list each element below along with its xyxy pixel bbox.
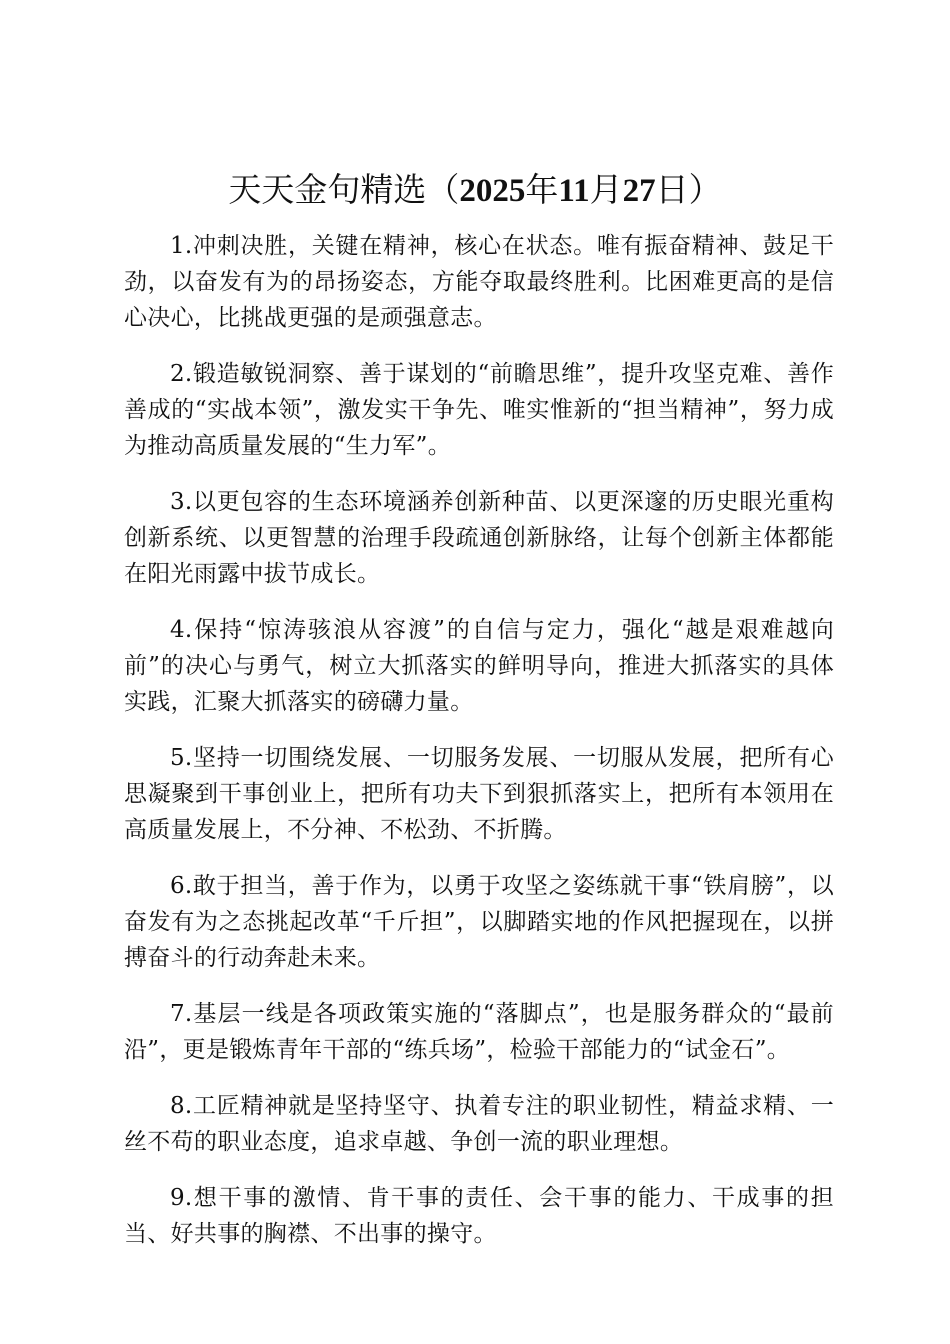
quote-paragraph-2: 2.锻造敏锐洞察、善于谋划的“前瞻思维”，提升攻坚克难、善作善成的“实战本领”，激发实干争先、唯实惟新的“担当精神”，努力成为推动高质量发展的“生力军”。 [124, 361, 834, 459]
title-nian: 年 [525, 170, 559, 209]
title-month: 11 [558, 173, 590, 209]
title-prefix: 天天金句精选（ [228, 170, 460, 209]
quote-paragraph-8: 8.工匠精神就是坚持坚守、执着专注的职业韧性，精益求精、一丝不苟的职业态度，追求卓越、争创一流的职业理想。 [124, 1093, 834, 1155]
quote-paragraph-1: 1.冲刺决胜，关键在精神，核心在状态。唯有振奋精神、鼓足干劲，以奋发有为的昂扬姿态，方能夺取最终胜利。比困难更高的是信心决心，比挑战更强的是顽强意志。 [124, 233, 834, 331]
title-day: 27 [622, 173, 656, 209]
quote-list [124, 228, 834, 1272]
quote-paragraph-7: 7.基层一线是各项政策实施的“落脚点”，也是服务群众的“最前沿”，更是锻炼青年干部的“练兵场”，检验干部能力的“试金石”。 [124, 1001, 834, 1063]
quote-paragraph-5: 5.坚持一切围绕发展、一切服务发展、一切服从发展，把所有心思凝聚到干事创业上，把所有功夫下到狠抓落实上，把所有本领用在高质量发展上，不分神、不松劲、不折腾。 [124, 745, 834, 843]
quote-paragraph-3: 3.以更包容的生态环境涵养创新种苗、以更深邃的历史眼光重构创新系统、以更智慧的治理手段疏通创新脉络，让每个创新主体都能在阳光雨露中拔节成长。 [124, 489, 834, 587]
quote-paragraph-4: 4.保持“惊涛骇浪从容渡”的自信与定力，强化“越是艰难越向前”的决心与勇气，树立大抓落实的鲜明导向，推进大抓落实的具体实践，汇聚大抓落实的磅礴力量。 [124, 617, 834, 715]
title-year: 2025 [459, 173, 526, 209]
title-yue: 月 [589, 170, 623, 209]
quote-paragraph-6: 6.敢于担当，善于作为，以勇于攻坚之姿练就干事“铁肩膀”，以奋发有为之态挑起改革“千斤担”，以脚踏实地的作风把握现在，以拼搏奋斗的行动奔赴未来。 [124, 873, 834, 971]
quote-paragraph-9: 9.想干事的激情、肯干事的责任、会干事的能力、干成事的担当、好共事的胸襟、不出事的操守。 [124, 1185, 834, 1247]
page-title [0, 166, 950, 215]
title-suffix: 日） [655, 170, 722, 209]
